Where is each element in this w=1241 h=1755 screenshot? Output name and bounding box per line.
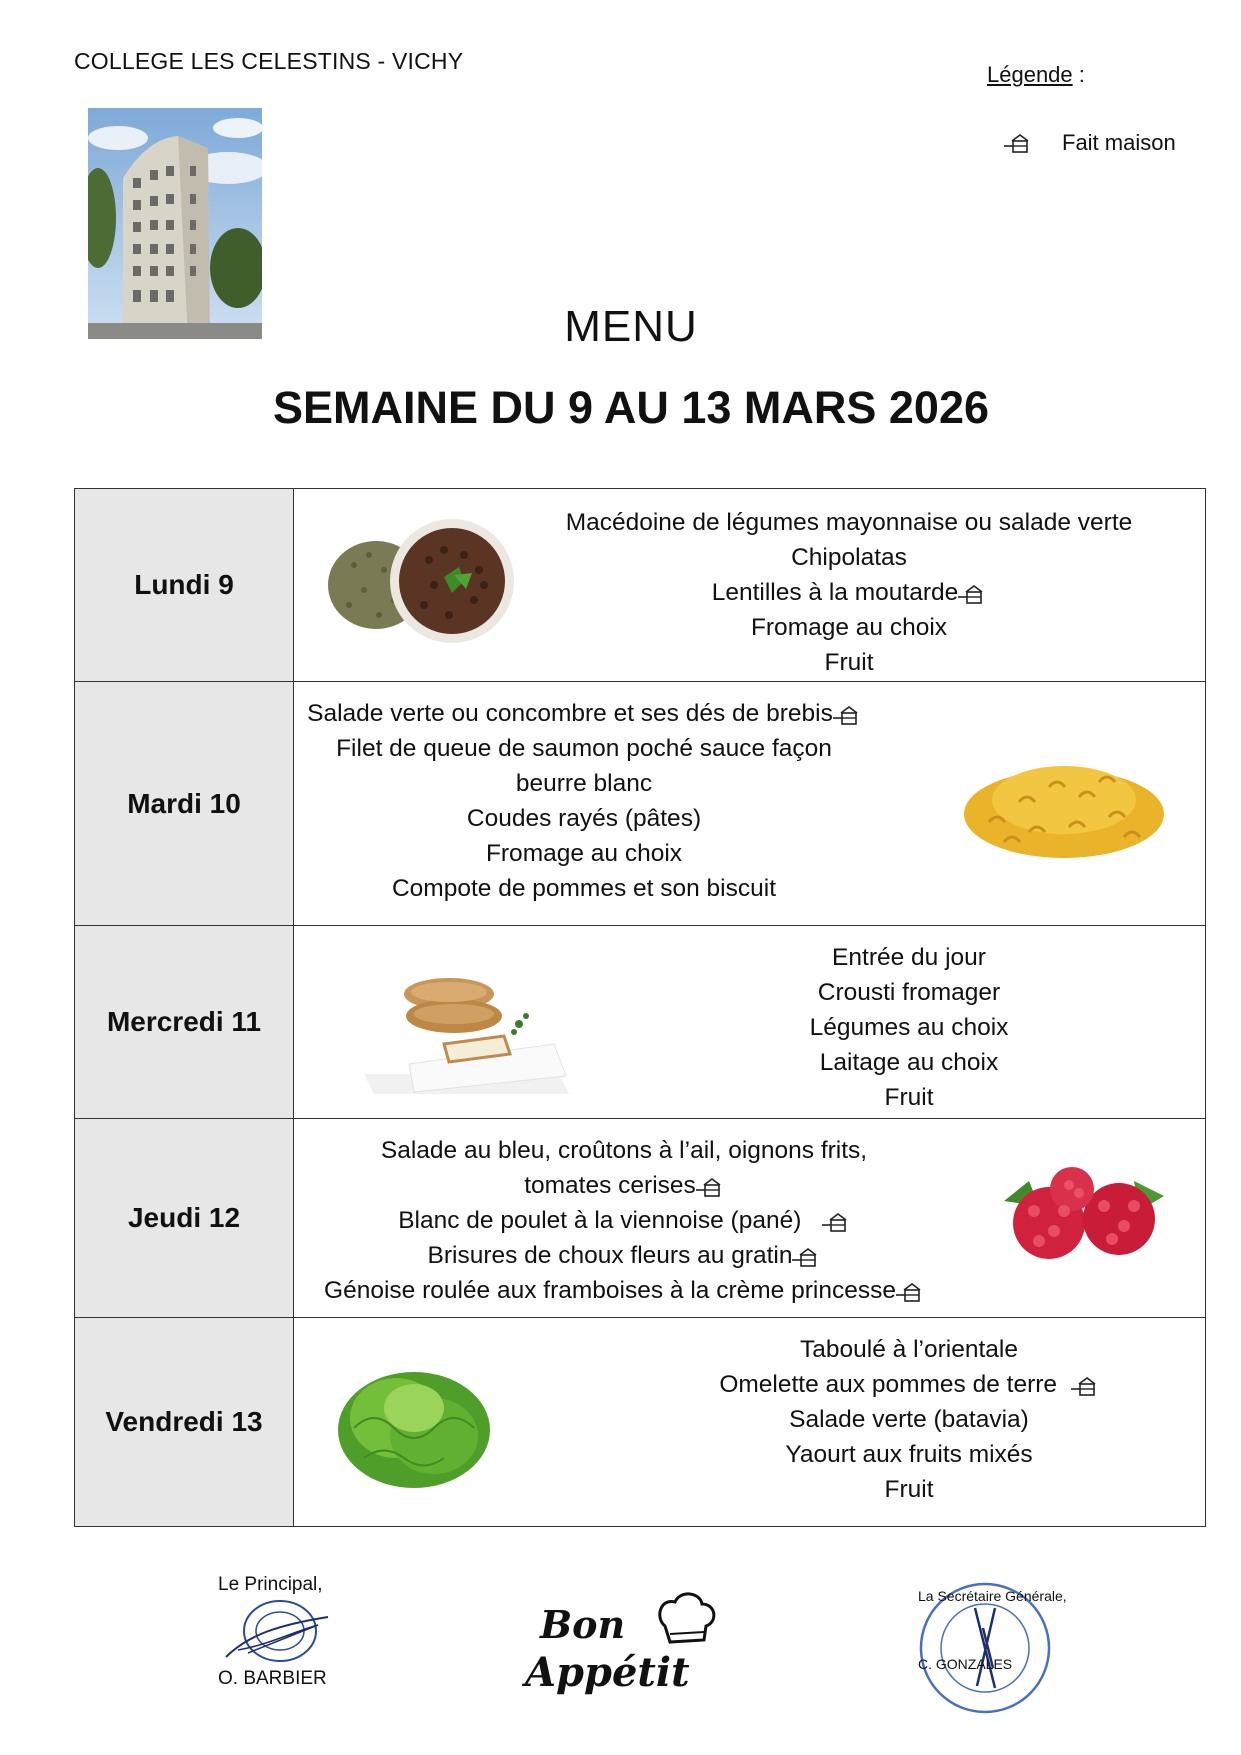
menu-line: Salade verte (batavia)	[789, 1406, 1029, 1433]
secretary-title: La Secrétaire Générale,	[918, 1588, 1067, 1604]
menu-row-lundi	[75, 489, 1206, 682]
principal-title: Le Principal,	[218, 1574, 323, 1595]
menu-table	[74, 488, 1206, 1527]
menu-line: Compote de pommes et son biscuit	[391, 875, 777, 902]
day-label: Lundi 9	[75, 489, 294, 682]
menu-line: Crousti fromager	[817, 979, 1001, 1006]
day-label: Mardi 10	[75, 682, 294, 926]
menu-line: Brisures de choux fleurs au gratin	[304, 1238, 944, 1273]
pasta-image	[959, 742, 1169, 862]
house-icon	[958, 583, 986, 605]
house-icon	[896, 1281, 924, 1303]
menu-row-mardi	[75, 682, 1206, 926]
house-icon	[696, 1176, 724, 1198]
menu-row-mercredi	[75, 926, 1206, 1119]
legend-title: Légende :	[987, 62, 1085, 87]
menu-line: Yaourt aux fruits mixés	[785, 1441, 1033, 1468]
school-name: COLLEGE LES CELESTINS - VICHY	[74, 48, 464, 74]
menu-line: Légumes au choix	[809, 1014, 1009, 1041]
menu-content	[294, 1318, 1206, 1527]
menu-content	[294, 489, 1206, 682]
menu-row-jeudi	[75, 1119, 1206, 1318]
menu-line: Chipolatas	[791, 544, 907, 571]
menu-lines	[304, 1133, 944, 1308]
menu-line: Salade au bleu, croûtons à l’ail, oignons frits,	[380, 1137, 868, 1164]
house-icon	[822, 1211, 850, 1233]
menu-row-vendredi	[75, 1318, 1206, 1527]
menu-lines	[564, 505, 1134, 680]
menu-line: Fruit	[884, 1084, 934, 1111]
bon-appetit-logo	[520, 1588, 720, 1708]
menu-content	[294, 682, 1206, 926]
menu-line: Génoise roulée aux framboises à la crème princesse	[304, 1273, 944, 1308]
day-label: Jeudi 12	[75, 1119, 294, 1318]
lettuce-image	[334, 1358, 494, 1493]
menu-line: Filet de queue de saumon poché sauce façon	[336, 735, 832, 762]
svg-text:Appétit: Appétit	[525, 1649, 690, 1696]
svg-text:Bon: Bon	[540, 1602, 626, 1647]
menu-line: Fruit	[824, 649, 874, 676]
house-icon	[833, 704, 861, 726]
menu-line: Macédoine de légumes mayonnaise ou salade verte	[565, 509, 1133, 536]
lentils-image	[324, 515, 524, 645]
menu-line: Omelette aux pommes de terre	[684, 1367, 1134, 1402]
menu-content	[294, 1119, 1206, 1318]
menu-line: Fromage au choix	[485, 840, 683, 867]
menu-line: Fromage au choix	[750, 614, 948, 641]
menu-line: Entrée du jour	[832, 944, 986, 971]
day-label: Vendredi 13	[75, 1318, 294, 1527]
menu-lines	[684, 940, 1134, 1115]
menu-line: Salade verte ou concombre et ses dés de brebis	[304, 696, 864, 731]
crousti-image	[354, 954, 574, 1099]
house-icon	[792, 1246, 820, 1268]
day-label: Mercredi 11	[75, 926, 294, 1119]
menu-line: Laitage au choix	[819, 1049, 999, 1076]
house-icon	[1071, 1375, 1099, 1397]
menu-line: Blanc de poulet à la viennoise (pané)	[304, 1203, 944, 1238]
week-title: SEMAINE DU 9 AU 13 MARS 2026	[272, 382, 990, 433]
menu-line: tomates cerises	[304, 1168, 944, 1203]
raspberry-image	[984, 1161, 1174, 1271]
legend-label: Fait maison	[1062, 130, 1176, 155]
menu-title: MENU	[564, 302, 698, 351]
principal-name: O. BARBIER	[218, 1668, 327, 1689]
menu-lines	[304, 696, 864, 906]
legend-row	[1004, 130, 1176, 156]
secretary-name: C. GONZALES	[918, 1656, 1013, 1672]
menu-lines	[684, 1332, 1134, 1507]
menu-line: Taboulé à l’orientale	[800, 1336, 1018, 1363]
menu-line: Coudes rayés (pâtes)	[466, 805, 702, 832]
menu-line: Lentilles à la moutarde	[564, 575, 1134, 610]
menu-line: beurre blanc	[515, 770, 653, 797]
menu-line: Fruit	[884, 1476, 934, 1503]
house-icon	[1004, 132, 1032, 154]
menu-content	[294, 926, 1206, 1119]
principal-stamp	[218, 1595, 336, 1667]
